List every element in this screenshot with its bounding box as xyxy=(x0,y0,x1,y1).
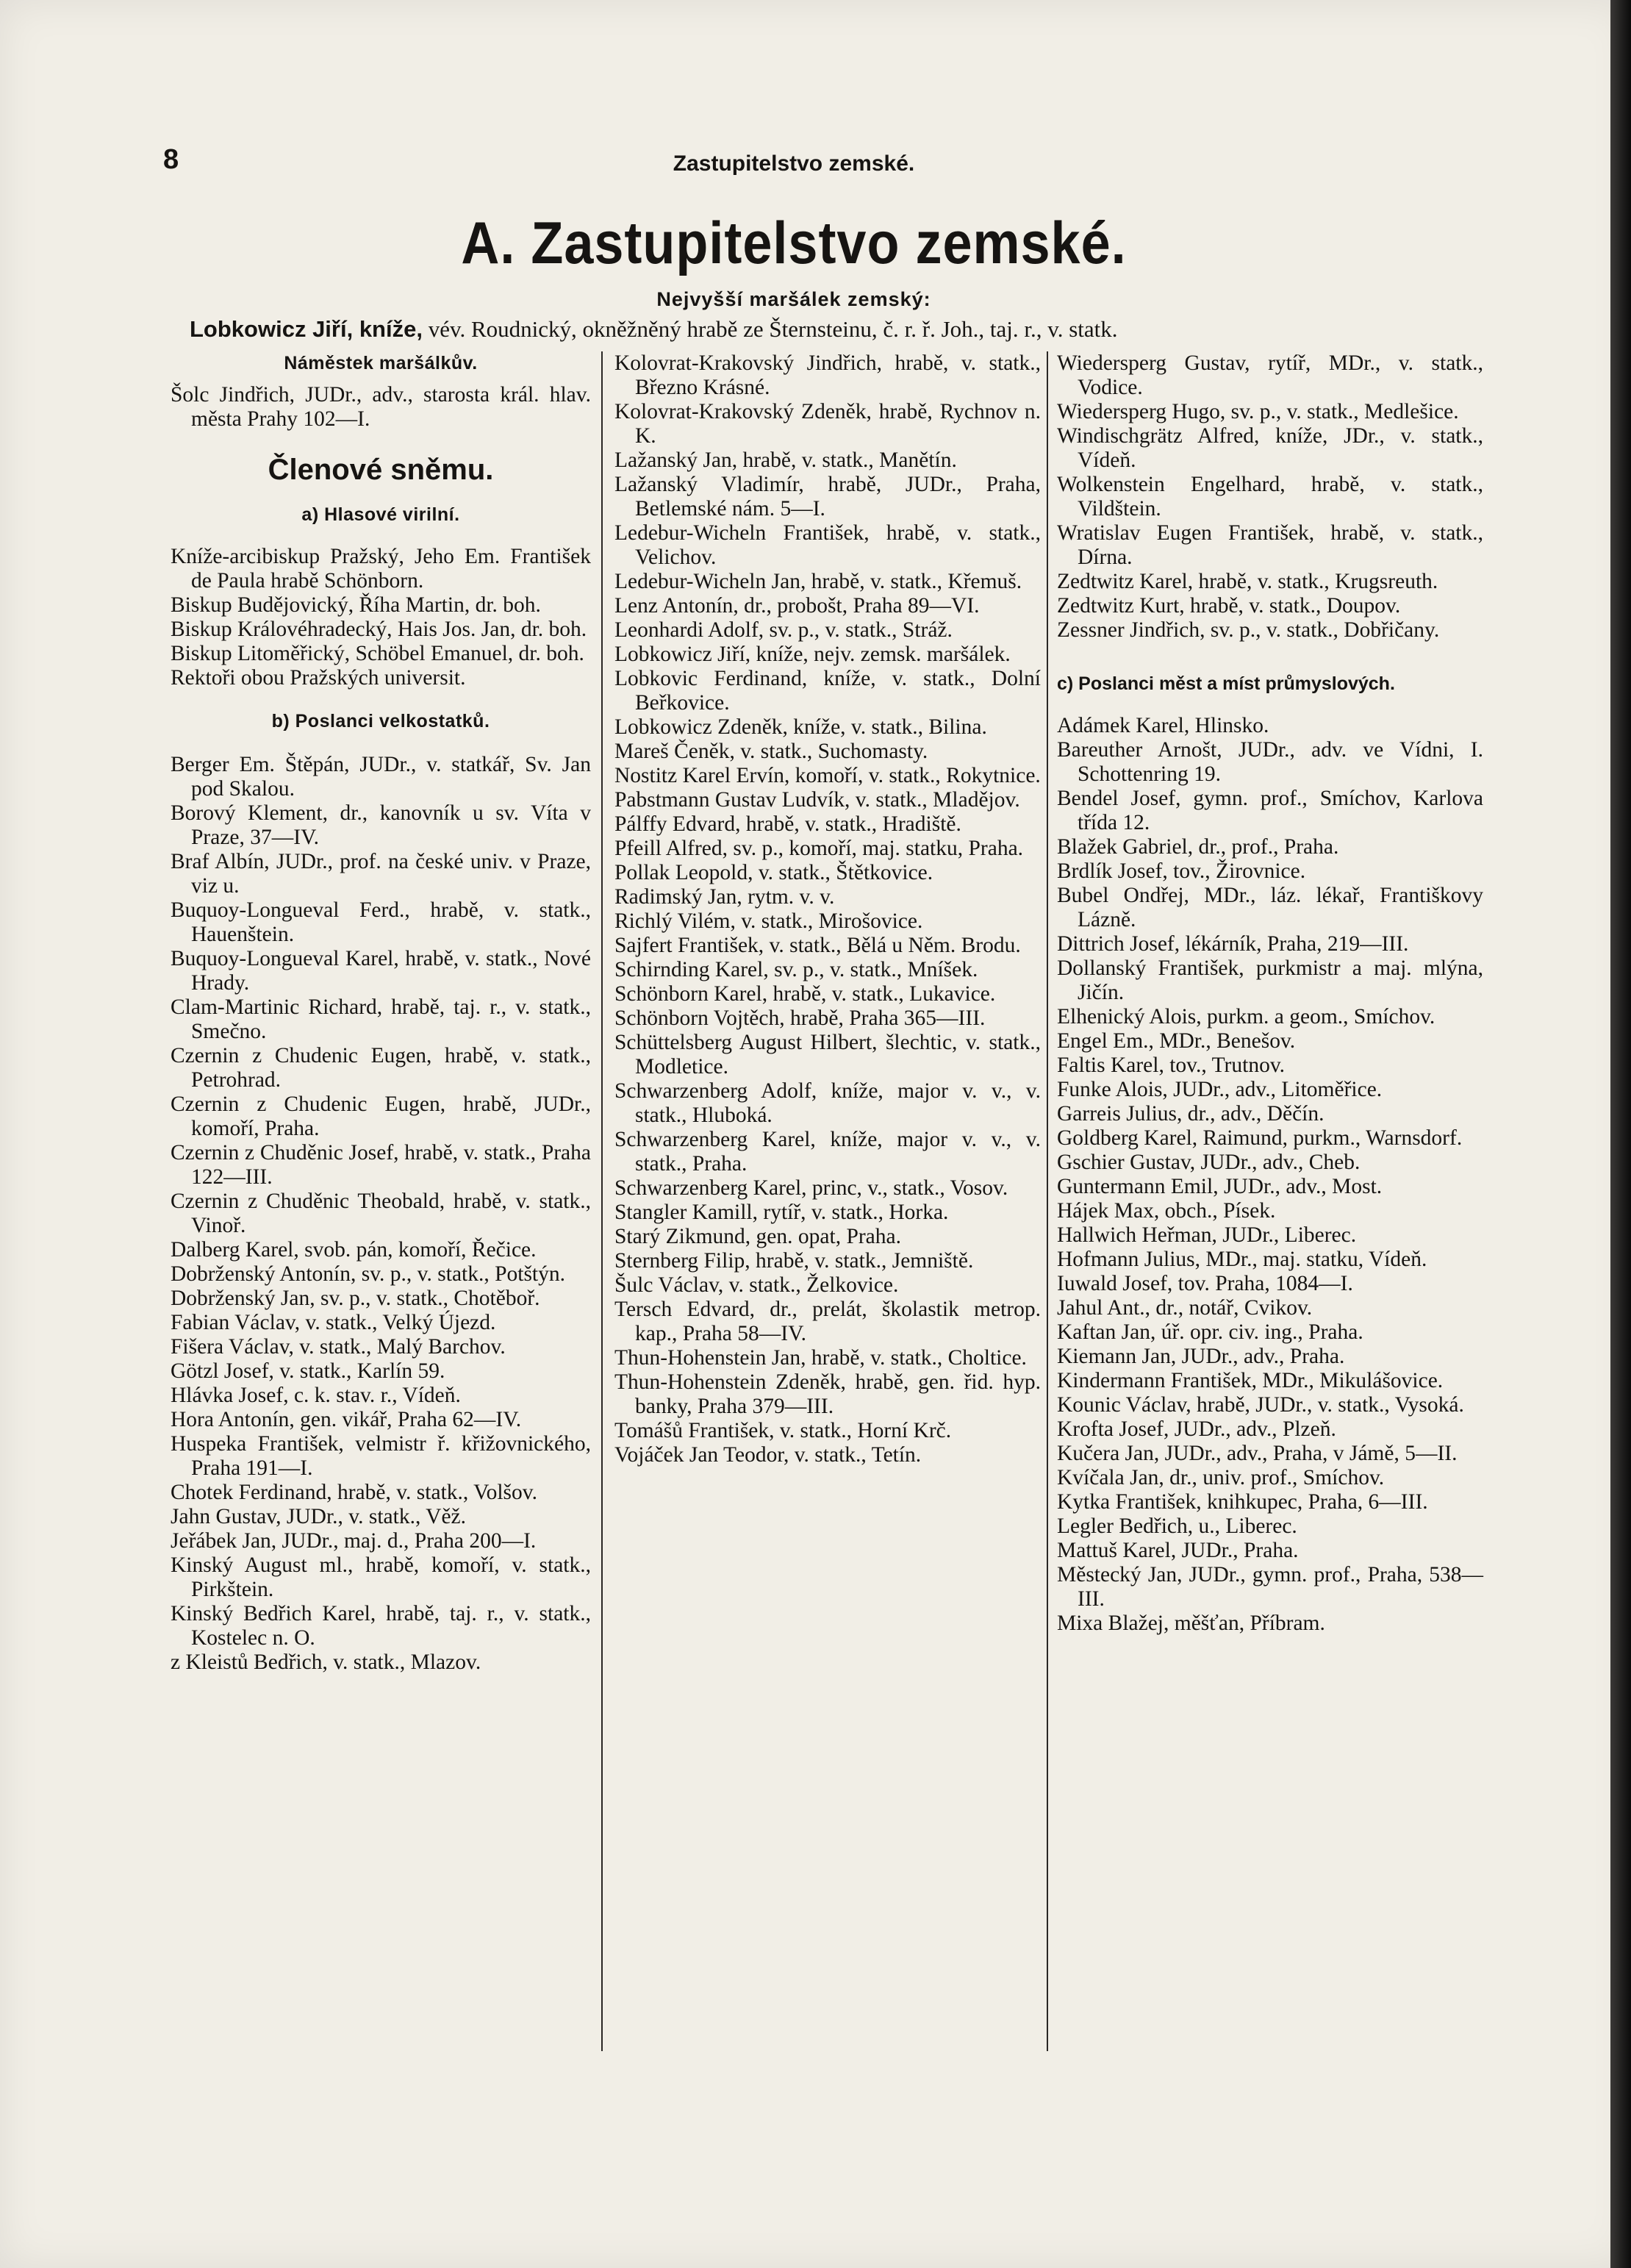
list-item: Kolovrat-Krakovský Zdeněk, hrabě, Rychnov n. K. xyxy=(614,400,1041,448)
list-item: Bareuther Arnošt, JUDr., adv. ve Vídni, I. Schottenring 19. xyxy=(1057,738,1483,786)
list-item: Tomášů František, v. statk., Horní Krč. xyxy=(614,1419,952,1442)
list-item: Pálffy Edvard, hrabě, v. statk., Hradiště. xyxy=(614,812,961,836)
list-item: Kaftan Jan, úř. opr. civ. ing., Praha. xyxy=(1057,1320,1363,1344)
list-item: Rektoři obou Pražských universit. xyxy=(171,666,466,690)
list-item: Lažanský Jan, hrabě, v. statk., Manětín. xyxy=(614,448,957,472)
list-item: Tersch Edvard, dr., prelát, školastik metrop. kap., Praha 58—IV. xyxy=(614,1298,1041,1345)
list-item: Mixa Blažej, měšťan, Příbram. xyxy=(1057,1611,1325,1635)
members-heading: Členové sněmu. xyxy=(268,454,494,486)
column-divider xyxy=(601,351,603,2051)
list-item: Schönborn Karel, hrabě, v. statk., Lukavice. xyxy=(614,982,996,1006)
list-item: Lobkovic Ferdinand, kníže, v. statk., Dolní Beřkovice. xyxy=(614,667,1041,715)
list-item: Kindermann František, MDr., Mikulášovice. xyxy=(1057,1369,1444,1392)
list-item: Starý Zikmund, gen. opat, Praha. xyxy=(614,1225,901,1248)
list-item: Götzl Josef, v. statk., Karlín 59. xyxy=(171,1359,445,1383)
list-item: z Kleistů Bedřich, v. statk., Mlazov. xyxy=(171,1650,481,1674)
list-item: Borový Klement, dr., kanovník u sv. Víta v Praze, 37—IV. xyxy=(171,801,591,849)
list-item: Kiemann Jan, JUDr., adv., Praha. xyxy=(1057,1345,1345,1368)
mesta-heading: c) Poslanci měst a míst průmyslových. xyxy=(1057,673,1395,694)
list-item: Lobkowicz Jiří, kníže, nejv. zemsk. maršálek. xyxy=(614,643,1011,666)
list-item: Berger Em. Štěpán, JUDr., v. statkář, Sv. Jan pod Skalou. xyxy=(171,753,591,801)
list-item: Kníže-arcibiskup Pražský, Jeho Em. František de Paula hrabě Schönborn. xyxy=(171,545,591,593)
column-2 xyxy=(614,351,1041,1467)
list-item: Sajfert František, v. statk., Bělá u Něm. Brodu. xyxy=(614,934,1021,957)
list-item: Sternberg Filip, hrabě, v. statk., Jemniště. xyxy=(614,1249,974,1273)
deputy-entry: Šolc Jindřich, JUDr., adv., starosta král. hlav. města Prahy 102—I. xyxy=(171,383,591,431)
list-item: Windischgrätz Alfred, kníže, JDr., v. statk., Vídeň. xyxy=(1057,424,1483,472)
list-item: Ledebur-Wicheln Jan, hrabě, v. statk., Křemuš. xyxy=(614,570,1022,593)
list-item: Bubel Ondřej, MDr., láz. lékař, Františkovy Lázně. xyxy=(1057,884,1483,931)
list-item: Czernin z Chuděnic Josef, hrabě, v. statk., Praha 122—III. xyxy=(171,1141,591,1189)
list-item: Vojáček Jan Teodor, v. statk., Tetín. xyxy=(614,1443,922,1467)
column-divider xyxy=(1047,351,1048,2051)
list-item: Zedtwitz Karel, hrabě, v. statk., Krugsreuth. xyxy=(1057,570,1438,593)
list-item: Kvíčala Jan, dr., univ. prof., Smíchov. xyxy=(1057,1466,1385,1489)
column-1 xyxy=(171,351,591,1675)
list-item: Chotek Ferdinand, hrabě, v. statk., Volšov. xyxy=(171,1481,537,1504)
list-item: Kinský Bedřich Karel, hrabě, taj. r., v. statk., Kostelec n. O. xyxy=(171,1602,591,1650)
list-item: Ledebur-Wicheln František, hrabě, v. statk., Velichov. xyxy=(614,521,1041,569)
list-item: Hofmann Julius, MDr., maj. statku, Vídeň. xyxy=(1057,1248,1427,1271)
virilni-list xyxy=(171,545,591,690)
velkostatek-heading: b) Poslanci velkostatků. xyxy=(271,711,490,731)
list-item: Lažanský Vladimír, hrabě, JUDr., Praha, Betlemské nám. 5—I. xyxy=(614,473,1041,521)
virilni-heading: a) Hlasové virilní. xyxy=(301,504,460,525)
list-item: Brdlík Josef, tov., Žirovnice. xyxy=(1057,859,1306,883)
list-item: Městecký Jan, JUDr., gymn. prof., Praha, 538—III. xyxy=(1057,1563,1483,1611)
list-item: Gschier Gustav, JUDr., adv., Cheb. xyxy=(1057,1151,1361,1174)
list-item: Pollak Leopold, v. statk., Štětkovice. xyxy=(614,861,933,884)
list-item: Biskup Budějovický, Říha Martin, dr. boh. xyxy=(171,593,541,617)
scan-edge xyxy=(1610,0,1631,2268)
list-item: Schönborn Vojtěch, hrabě, Praha 365—III. xyxy=(614,1006,986,1030)
column-3 xyxy=(1057,351,1483,1636)
list-item: Šulc Václav, v. statk., Želkovice. xyxy=(614,1273,899,1297)
marshal-entry xyxy=(190,316,1461,343)
list-item: Hlávka Josef, c. k. stav. r., Vídeň. xyxy=(171,1384,461,1407)
list-item: Kučera Jan, JUDr., adv., Praha, v Jámě, 5—II. xyxy=(1057,1442,1458,1465)
list-item: Richlý Vilém, v. statk., Mirošovice. xyxy=(614,909,923,933)
list-item: Zedtwitz Kurt, hrabě, v. statk., Doupov. xyxy=(1057,594,1401,618)
list-item: Pabstmann Gustav Ludvík, v. statk., Mladějov. xyxy=(614,788,1020,812)
list-item: Hallwich Heřman, JUDr., Liberec. xyxy=(1057,1223,1357,1247)
list-item: Leonhardi Adolf, sv. p., v. statk., Stráž. xyxy=(614,618,953,642)
list-item: Dittrich Josef, lékárník, Praha, 219—III. xyxy=(1057,932,1409,956)
list-item: Schwarzenberg Karel, kníže, major v. v., v. statk., Praha. xyxy=(614,1128,1041,1176)
list-item: Pfeill Alfred, sv. p., komoří, maj. statku, Praha. xyxy=(614,837,1024,860)
list-item: Wiedersperg Gustav, rytíř, MDr., v. statk., Vodice. xyxy=(1057,351,1483,399)
list-item: Hájek Max, obch., Písek. xyxy=(1057,1199,1276,1223)
list-item: Goldberg Karel, Raimund, purkm., Warnsdorf. xyxy=(1057,1126,1463,1150)
list-item: Thun-Hohenstein Jan, hrabě, v. statk., Choltice. xyxy=(614,1346,1027,1370)
list-item: Wratislav Eugen František, hrabě, v. statk., Dírna. xyxy=(1057,521,1483,569)
list-item: Kolovrat-Krakovský Jindřich, hrabě, v. statk., Březno Krásné. xyxy=(614,351,1041,399)
list-item: Kinský August ml., hrabě, komoří, v. statk., Pirkštein. xyxy=(171,1553,591,1601)
list-item: Clam-Martinic Richard, hrabě, taj. r., v. statk., Smečno. xyxy=(171,995,591,1043)
list-item: Wolkenstein Engelhard, hrabě, v. statk., Vildštein. xyxy=(1057,473,1483,521)
list-item: Nostitz Karel Ervín, komoří, v. statk., Rokytnice. xyxy=(614,764,1041,787)
list-item: Legler Bedřich, u., Liberec. xyxy=(1057,1514,1297,1538)
list-item: Stangler Kamill, rytíř, v. statk., Horka. xyxy=(614,1201,949,1224)
list-item: Kounic Václav, hrabě, JUDr., v. statk., Vysoká. xyxy=(1057,1393,1464,1417)
list-item: Mareš Čeněk, v. statk., Suchomasty. xyxy=(614,740,928,763)
list-item: Kytka František, knihkupec, Praha, 6—III. xyxy=(1057,1490,1428,1514)
list-item: Braf Albín, JUDr., prof. na české univ. v Praze, viz u. xyxy=(171,850,591,898)
list-item: Dobrženský Antonín, sv. p., v. statk., Potštýn. xyxy=(171,1262,566,1286)
list-item: Czernin z Chudenic Eugen, hrabě, v. statk., Petrohrad. xyxy=(171,1044,591,1092)
list-item: Zessner Jindřich, sv. p., v. statk., Dobřičany. xyxy=(1057,618,1440,642)
list-item: Buquoy-Longueval Ferd., hrabě, v. statk., Hauenštein. xyxy=(171,898,591,946)
list-item: Jahn Gustav, JUDr., v. statk., Věž. xyxy=(171,1505,467,1528)
list-item: Mattuš Karel, JUDr., Praha. xyxy=(1057,1539,1299,1562)
page-title: A. Zastupitelstvo zemské. xyxy=(461,210,1127,276)
list-item: Funke Alois, JUDr., adv., Litoměřice. xyxy=(1057,1078,1383,1101)
marshal-details: vév. Roudnický, okněžněný hrabě ze Šternsteinu, č. r. ř. Joh., taj. r., v. statk. xyxy=(422,316,1118,342)
list-item: Czernin z Chudenic Eugen, hrabě, JUDr., komoří, Praha. xyxy=(171,1092,591,1140)
list-item: Jeřábek Jan, JUDr., maj. d., Praha 200—I. xyxy=(171,1529,537,1553)
list-item: Garreis Julius, dr., adv., Děčín. xyxy=(1057,1102,1324,1126)
list-item: Dollanský František, purkmistr a maj. mlýna, Jičín. xyxy=(1057,956,1483,1004)
marshal-name: Lobkowicz Jiří, kníže, xyxy=(190,316,423,342)
list-item: Blažek Gabriel, dr., prof., Praha. xyxy=(1057,835,1339,859)
list-item: Dobrženský Jan, sv. p., v. statk., Chotěboř. xyxy=(171,1287,540,1310)
list-item: Schwarzenberg Adolf, kníže, major v. v., v. statk., Hluboká. xyxy=(614,1079,1041,1127)
list-item: Dalberg Karel, svob. pán, komoří, Řečice. xyxy=(171,1238,537,1262)
marshal-heading: Nejvyšší maršálek zemský: xyxy=(656,288,931,310)
list-item: Faltis Karel, tov., Trutnov. xyxy=(1057,1053,1286,1077)
list-item: Biskup Královéhradecký, Hais Jos. Jan, dr. boh. xyxy=(171,618,587,641)
list-item: Schüttelsberg August Hilbert, šlechtic, v. statk., Modletice. xyxy=(614,1031,1041,1078)
deputy-heading: Náměstek maršálkův. xyxy=(284,353,478,373)
list-item: Lobkowicz Zdeněk, kníže, v. statk., Bilina. xyxy=(614,715,987,739)
list-item: Guntermann Emil, JUDr., adv., Most. xyxy=(1057,1175,1383,1198)
list-item: Elhenický Alois, purkm. a geom., Smíchov. xyxy=(1057,1005,1435,1029)
list-item: Fišera Václav, v. statk., Malý Barchov. xyxy=(171,1335,506,1359)
list-item: Iuwald Josef, tov. Praha, 1084—I. xyxy=(1057,1272,1353,1295)
list-item: Huspeka František, velmistr ř. křižovnického, Praha 191—I. xyxy=(171,1432,591,1480)
list-item: Thun-Hohenstein Zdeněk, hrabě, gen. řid. hyp. banky, Praha 379—III. xyxy=(614,1370,1041,1418)
list-item: Engel Em., MDr., Benešov. xyxy=(1057,1029,1296,1053)
list-item: Radimský Jan, rytm. v. v. xyxy=(614,885,835,909)
list-item: Buquoy-Longueval Karel, hrabě, v. statk., Nové Hrady. xyxy=(171,947,591,995)
list-item: Schirnding Karel, sv. p., v. statk., Mníšek. xyxy=(614,958,978,981)
list-item: Biskup Litoměřický, Schöbel Emanuel, dr. boh. xyxy=(171,642,584,665)
list-item: Hora Antonín, gen. vikář, Praha 62—IV. xyxy=(171,1408,522,1431)
list-item: Lenz Antonín, dr., probošt, Praha 89—VI. xyxy=(614,594,980,618)
list-item: Bendel Josef, gymn. prof., Smíchov, Karlova třída 12. xyxy=(1057,787,1483,834)
list-item: Schwarzenberg Karel, princ, v., statk., Vosov. xyxy=(614,1176,1008,1200)
list-item: Krofta Josef, JUDr., adv., Plzeň. xyxy=(1057,1417,1336,1441)
list-item: Adámek Karel, Hlinsko. xyxy=(1057,714,1269,737)
list-item: Fabian Václav, v. statk., Velký Újezd. xyxy=(171,1311,496,1334)
velkostatek-list xyxy=(171,753,591,1675)
list-item: Czernin z Chuděnic Theobald, hrabě, v. statk., Vinoř. xyxy=(171,1190,591,1237)
list-item: Jahul Ant., dr., notář, Cvikov. xyxy=(1057,1296,1313,1320)
list-item: Wiedersperg Hugo, sv. p., v. statk., Medlešice. xyxy=(1057,400,1459,423)
running-head: Zastupitelstvo zemské. xyxy=(673,151,915,176)
page-number: 8 xyxy=(163,144,179,175)
